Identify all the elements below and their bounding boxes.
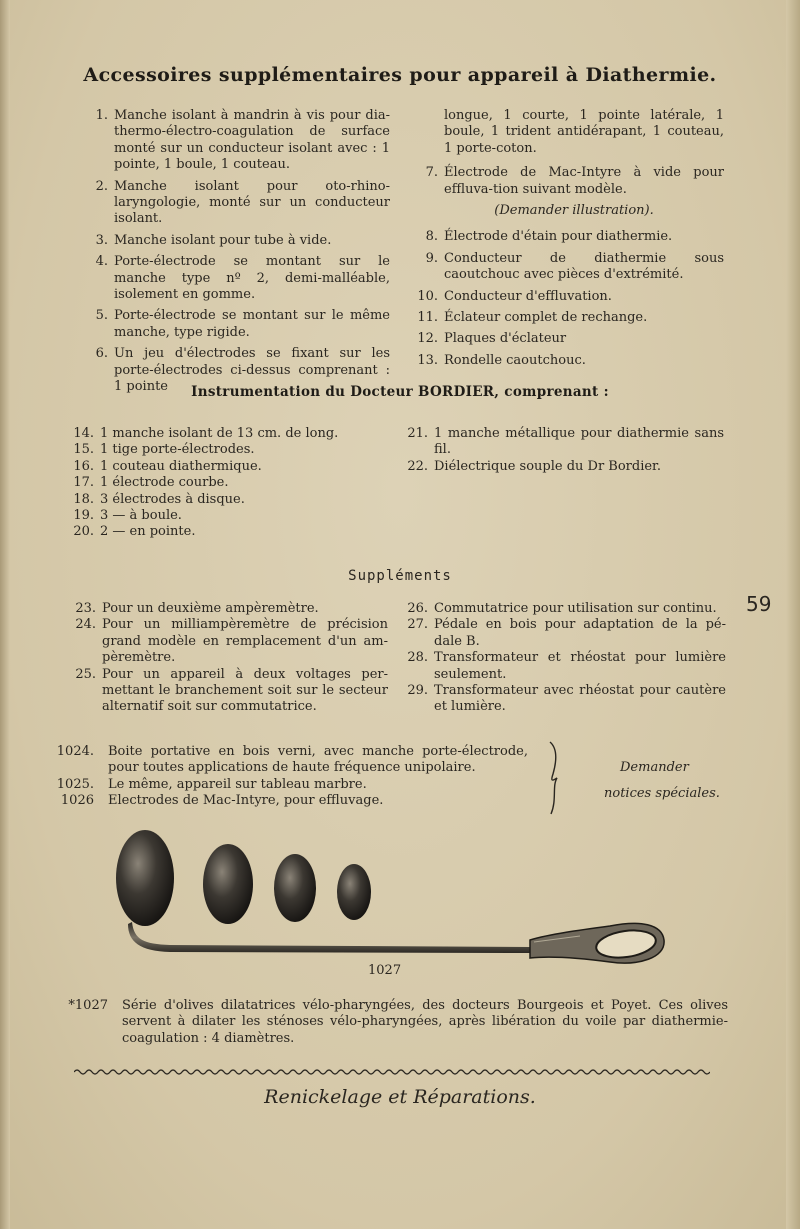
- item-number: 4.: [95, 254, 108, 270]
- olives-figure: [110, 828, 680, 970]
- item-text: Boite portative en bois verni, avec manche porte-électrode, pour toutes applications de haute fréquence unipolaire.: [108, 744, 528, 776]
- list-item: [414, 289, 724, 305]
- item-text: Diélectrique souple du Dr Bordier.: [434, 458, 661, 474]
- item-text: 3 — à boule.: [100, 508, 182, 524]
- list-item: [52, 744, 528, 777]
- item-text: Série d'olives dilatatrices vélo-pharyngées, des docteurs Bourgeois et Poyet. Ces olives servent à dilater les sténoses vélo-pharyngées, après libération du voile par diathermie-coagulation : 4 diamètres.: [122, 998, 728, 1046]
- item-number: 26.: [407, 601, 428, 616]
- list-item: [84, 233, 390, 249]
- item-text: 1 manche isolant de 13 cm. de long.: [100, 426, 339, 441]
- item-text: Transformateur avec rhéostat pour cautère et lumière.: [434, 683, 726, 715]
- list-item: [70, 426, 370, 442]
- item-number: 25.: [75, 666, 96, 682]
- item-text: Manche isolant pour oto-rhino-laryngologie, monté sur un conducteur isolant.: [114, 178, 390, 227]
- item-number: 29.: [407, 683, 428, 699]
- item-text: Commutatrice pour utilisation sur continu.: [434, 601, 717, 616]
- item-number: 23.: [75, 601, 96, 616]
- item-number: 16.: [73, 458, 94, 474]
- item-text: Plaques d'éclateur: [444, 331, 567, 347]
- list-item: [84, 308, 390, 341]
- item-text: 2 — en pointe.: [100, 524, 196, 540]
- olive-1-icon: [116, 830, 174, 926]
- item-number: 21.: [407, 426, 428, 441]
- brace-mark: [548, 740, 560, 816]
- list-item: [414, 353, 724, 369]
- item-text: Porte-électrode se montant sur le manche type nº 2, demi-malléable, isolement en gomme.: [114, 254, 390, 303]
- item-number: 24.: [75, 617, 96, 633]
- bordier-section-title: Instrumentation du Docteur BORDIER, comprenant :: [191, 384, 609, 400]
- item-number: 20.: [73, 524, 94, 540]
- list-item: [70, 492, 370, 508]
- item-1027-block: [52, 998, 728, 1052]
- item-text: Pour un milliampèremètre de précision grand modèle en remplacement d'un am-pèremètre.: [102, 617, 388, 666]
- item-text: Éclateur complet de rechange.: [444, 310, 648, 326]
- item-6-continuation: [414, 108, 724, 157]
- accessories-right-column: [414, 108, 724, 374]
- item-number: 3.: [95, 232, 108, 248]
- bordier-left-column: [70, 426, 370, 541]
- item-text: Rondelle caoutchouc.: [444, 352, 586, 368]
- item-number: 5.: [95, 308, 108, 324]
- list-item: [404, 617, 726, 650]
- item-number: 28.: [407, 650, 428, 666]
- page-edge-right: [786, 0, 800, 1229]
- accessories-left-column: [84, 108, 390, 401]
- item-number: 19.: [73, 508, 94, 524]
- list-item: [70, 524, 370, 540]
- item-text: Manche isolant pour tube à vide.: [114, 232, 332, 248]
- item-number: 15.: [73, 442, 94, 458]
- item-text: Électrode d'étain pour diathermie.: [444, 229, 673, 245]
- olive-3-icon: [274, 854, 316, 922]
- page-number: 59: [746, 592, 772, 616]
- list-item: [84, 254, 390, 303]
- list-item: [70, 508, 370, 524]
- page-title: Accessoires supplémentaires pour appareil à Diathermie.: [83, 64, 717, 86]
- item-number: 1024.: [56, 744, 94, 759]
- bordier-right-column: [404, 426, 724, 475]
- list-item: [404, 650, 726, 683]
- item-text: Transformateur et rhéostat pour lumière seulement.: [434, 650, 726, 682]
- list-item: [52, 998, 728, 1047]
- supplements-left-column: [72, 601, 388, 716]
- list-item: [404, 426, 724, 459]
- item-6-continuation-text: longue, 1 courte, 1 pointe latérale, 1 boule, 1 trident antidérapant, 1 couteau, 1 porte-coton.: [444, 108, 724, 156]
- item-text: Conducteur d'effluvation.: [444, 288, 612, 304]
- item-number: 11.: [417, 310, 438, 326]
- page-edge-left: [0, 0, 10, 1229]
- item-number: 14.: [73, 426, 94, 441]
- item-number: 17.: [73, 475, 94, 491]
- supplements-right-column: [404, 601, 726, 716]
- list-item: [414, 229, 724, 245]
- list-item: [414, 251, 724, 284]
- list-item: [72, 667, 388, 716]
- item-text: Electrodes de Mac-Intyre, pour effluvage.: [108, 793, 384, 809]
- wavy-divider: [74, 1067, 710, 1077]
- list-item: [70, 442, 370, 458]
- list-item: [404, 601, 726, 617]
- item-number: 9.: [425, 250, 438, 266]
- item-number: 10.: [417, 288, 438, 304]
- item-number: 1025.: [56, 776, 94, 792]
- list-item: [84, 179, 390, 228]
- list-item: [404, 459, 724, 475]
- list-item: [414, 165, 724, 198]
- figure-caption: 1027: [368, 963, 402, 978]
- list-item: [72, 617, 388, 666]
- list-item: [414, 310, 724, 326]
- item-text: Pour un deuxième ampèremètre.: [102, 601, 319, 616]
- item-text: Un jeu d'électrodes se fixant sur les porte-électrodes ci-dessus comprenant : 1 pointe: [114, 346, 390, 395]
- item-number: 1.: [95, 108, 108, 123]
- item-text: Électrode de Mac-Intyre à vide pour effluva-tion suivant modèle.: [444, 165, 724, 197]
- item-text: Porte-électrode se montant sur le même manche, type rigide.: [114, 308, 390, 340]
- list-item: [84, 108, 390, 174]
- item-text: Le même, appareil sur tableau marbre.: [108, 776, 367, 792]
- item-text: Pour un appareil à deux voltages per-mettant le branchement soit sur le secteur alternatif soit sur commutatrice.: [102, 666, 388, 715]
- item-text: 1 manche métallique pour diathermie sans fil.: [434, 426, 724, 458]
- item-number: 18.: [73, 491, 94, 507]
- list-item: [52, 793, 528, 809]
- item-text: 1 couteau diathermique.: [100, 458, 262, 474]
- accessories-right-items: [414, 229, 724, 369]
- item-number: 7.: [425, 165, 438, 181]
- note-demander: Demander: [620, 760, 689, 775]
- item-text: Pédale en bois pour adaptation de la pé-dale B.: [434, 617, 726, 649]
- item-number: 27.: [407, 617, 428, 633]
- list-item: [404, 683, 726, 716]
- olive-2-icon: [203, 844, 253, 924]
- olive-4-icon: [337, 864, 371, 920]
- supplements-title: Suppléments: [348, 568, 452, 584]
- item-text: 1 électrode courbe.: [100, 475, 229, 491]
- list-item: [72, 601, 388, 617]
- item-text: 3 électrodes à disque.: [100, 491, 245, 507]
- item-text: 1 tige porte-électrodes.: [100, 442, 255, 458]
- list-item: [414, 331, 724, 347]
- list-item: [70, 475, 370, 491]
- list-item: [70, 459, 370, 475]
- item-text: Conducteur de diathermie sous caoutchouc avec pièces d'extrémité.: [444, 250, 724, 283]
- item-text: Manche isolant à mandrin à vis pour dia-thermo-électro-coagulation de surface monté sur un conducteur isolant avec : 1 pointe, 1 boule, 1 couteau.: [114, 108, 390, 173]
- list-item: [52, 777, 528, 793]
- handle-grip-icon: [530, 923, 664, 963]
- portable-items-column: [52, 744, 528, 810]
- item-number: 1026: [60, 793, 94, 809]
- illustration-note: (Demander illustration).: [494, 203, 654, 219]
- item-number: 2.: [95, 178, 108, 194]
- item-number: 12.: [417, 331, 438, 347]
- handle-rod-icon: [128, 922, 530, 953]
- item-number: 13.: [417, 352, 438, 368]
- note-notices: notices spéciales.: [604, 786, 720, 801]
- item-number: *1027: [68, 998, 108, 1013]
- footer-text: Renickelage et Réparations.: [264, 1086, 536, 1108]
- item-number: 22.: [407, 458, 428, 474]
- item-number: 8.: [425, 229, 438, 245]
- item-number: 6.: [95, 346, 108, 362]
